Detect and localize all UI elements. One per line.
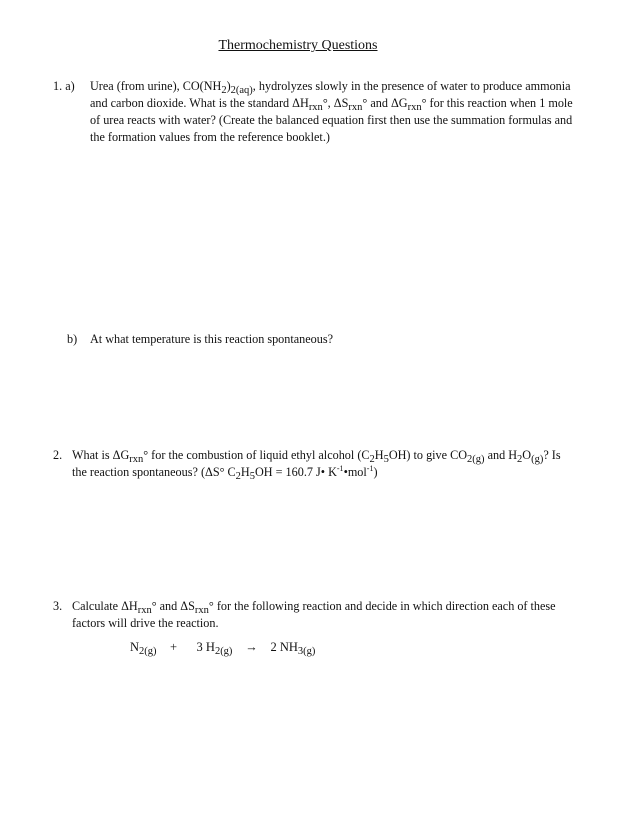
question-text: Calculate ΔHrxn° and ΔSrxn° for the following reaction and decide in which direction each of these factors will drive the reaction. (72, 599, 556, 630)
question-3 (53, 598, 598, 632)
question-2 (53, 447, 598, 481)
question-1b (67, 331, 587, 348)
reaction-arrow: → (245, 640, 258, 654)
question-number: 2. (53, 448, 63, 462)
question-1a (53, 78, 598, 146)
plus-sign: + (170, 640, 178, 654)
question-text: What is ΔGrxn° for the combustion of liquid ethyl alcohol (C2H5OH) to give CO2(g) and H2O(g)? Is the reaction spontaneous? (ΔS° C2H5OH = 160.7 J• $K^{-1}•mol^{-1}$) (72, 448, 561, 482)
page-title: Thermochemistry Questions (218, 38, 378, 53)
question-number: b) (67, 332, 78, 346)
question-text: Urea (from urine), CO(NH2)2(aq), hydrolyzes slowly in the presence of water to produce ammonia and carbon dioxide. What is the standard ΔHrxn°, ΔSrxn° and ΔGrxn° for this reaction when 1 mole of urea reacts with water? (Create the balanced equation first then use the summation formulas and the formation values from the reference booklet.) (90, 79, 573, 144)
reaction-equation: $N_{2(g)} + 3$ $H_{2(g)} \to 2$ $NH_{3(g)}$ (130, 640, 316, 657)
question-text: At what temperature is this reaction spontaneous? (90, 332, 334, 346)
question-number: 3. (53, 599, 63, 613)
question-number: 1. a) (53, 79, 75, 93)
